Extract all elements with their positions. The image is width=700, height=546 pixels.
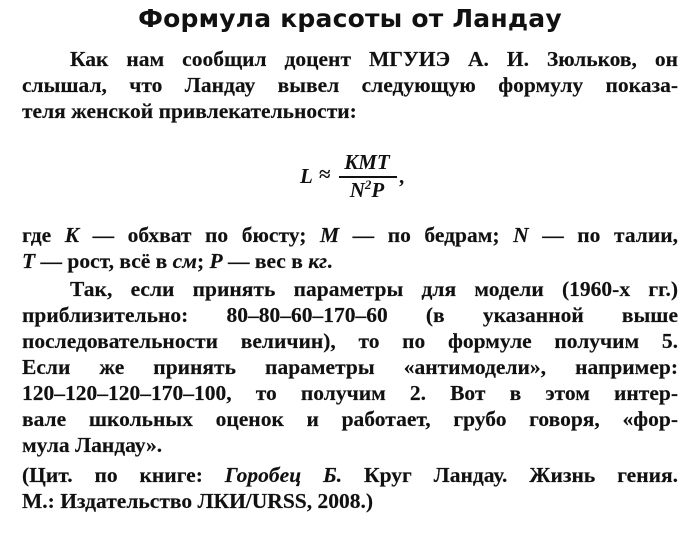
para2-line-7: мула Ландау». (22, 433, 163, 457)
legend-text: — вес в (222, 249, 309, 273)
legend-line-2 (22, 248, 678, 274)
formula-denominator (339, 177, 395, 203)
legend-text: — по талии, (528, 223, 678, 247)
formula-den-exponent: 2 (364, 177, 372, 192)
beauty-formula (295, 150, 435, 202)
citation-text: Круг Ландау. Жизнь гения. (342, 463, 679, 487)
legend-text: — по бедрам; (339, 223, 514, 247)
formula-den-rest: P (371, 178, 385, 202)
para2-line-3: последовательности величин), то по формуле получим 5. (22, 329, 678, 353)
legend-text: — обхват по бюсту; (79, 223, 320, 247)
legend-unit-cm: см (172, 249, 197, 273)
para1-line-2: слышал, что Ландау вывел следующую формулу показа- (22, 73, 678, 97)
citation-author: Горобец Б. (224, 463, 343, 487)
formula-comma: , (399, 164, 405, 188)
legend-var-t: T (22, 249, 36, 273)
para2-line-5: 120–120–120–170–100, то получим 2. Вот в этом интер- (22, 381, 678, 405)
para2-line-1: Так, если принять параметры для модели (1960-х гг.) (70, 277, 678, 301)
legend-text: ; (196, 249, 210, 273)
legend-text: . (327, 249, 333, 273)
formula-approx-sign: ≈ (319, 162, 331, 186)
citation-text: (Цит. по книге: (22, 463, 225, 487)
legend-text: — рост, всё в (35, 249, 173, 273)
citation-line-1 (22, 462, 678, 488)
formula-lhs: L (300, 164, 313, 188)
legend-var-k: K (64, 223, 80, 247)
citation-line-2: М.: Издательство ЛКИ/URSS, 2008.) (22, 489, 374, 513)
legend-var-n: N (513, 223, 529, 247)
para2-line-6: вале школьных оценок и работает, грубо говоря, «фор- (22, 407, 678, 431)
para1-line-1: Как нам сообщил доцент МГУИЭ А. И. Зюльков, он (70, 47, 678, 71)
legend-var-m: M (319, 223, 340, 247)
legend-unit-kg: кг (308, 249, 328, 273)
legend-line-1 (22, 222, 678, 248)
formula-den-base: N (349, 178, 365, 202)
legend-var-p: P (209, 249, 223, 273)
article-title: Формула красоты от Ландау (138, 4, 562, 33)
para2-line-2: приблизительно: 80–80–60–170–60 (в указанной выше (22, 303, 678, 327)
para1-line-3: теля женской привлекательности: (22, 99, 357, 123)
para2-line-4: Если же принять параметры «антимодели», например: (22, 355, 678, 379)
formula-numerator: KMT (344, 150, 390, 174)
legend-text: где (22, 223, 65, 247)
